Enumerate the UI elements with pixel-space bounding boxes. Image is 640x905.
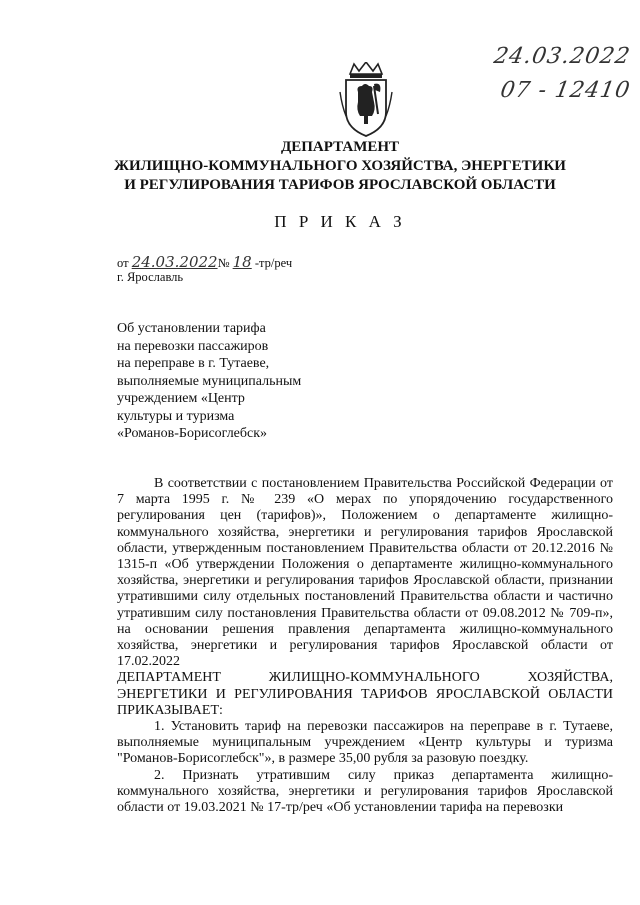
department-header: [80, 138, 600, 195]
order-number-sign: №: [217, 256, 230, 270]
coat-of-arms-icon: [338, 62, 394, 140]
subject-line: на переправе в г. Тутаеве,: [117, 356, 270, 371]
order-body: [117, 476, 613, 816]
preamble-paragraph: В соответствии с постановлением Правительства Российской Федерации от 7 марта 1995 г. № 239 «О мерах по упорядочению государственного регулирования цен (тарифов)», Положением о департаменте жилищно-коммунального хозяйства, энергетики и регулирования тарифов Ярославской области, утвержденным постановлением Правительства области от 20.12.2016 № 1315-п «Об утверждении Положения о департаменте жилищно-коммунального хозяйства, энергетики и регулирования тарифов Ярославской области, признании утратившими силу отдельных постановлений Правительства области и частично утратившим силу постановления Правительства области от 09.08.2012 № 709-п», на основании решения правления департамента жилищно-коммунального хозяйства, энергетики и регулирования тарифов Ярославской области от 17.02.2022: [117, 476, 613, 670]
order-date: 24.03.2022: [131, 253, 218, 271]
subject-line: учреждением «Центр: [117, 391, 245, 406]
orders-paragraph: ДЕПАРТАМЕНТ ЖИЛИЩНО-КОММУНАЛЬНОГО ХОЗЯЙСТВА, ЭНЕРГЕТИКИ И РЕГУЛИРОВАНИЯ ТАРИФОВ ЯРОСЛАВСКОЙ ОБЛАСТИ ПРИКАЗЫВАЕТ:: [117, 670, 613, 718]
department-line-2: ЖИЛИЩНО-КОММУНАЛЬНОГО ХОЗЯЙСТВА, ЭНЕРГЕТИКИ: [114, 158, 566, 174]
subject-line: Об установлении тарифа: [117, 321, 266, 336]
order-item-1: 1. Установить тариф на перевозки пассажиров на переправе в г. Тутаеве, выполняемые муниципальным учреждением «Центр культуры и туризма "Романов-Борисоглебск"», в размере 35,00 рубля за разовую поездку.: [117, 719, 613, 767]
order-title: П Р И К А З: [274, 212, 406, 231]
order-subject: [117, 320, 357, 443]
department-line-3: И РЕГУЛИРОВАНИЯ ТАРИФОВ ЯРОСЛАВСКОЙ ОБЛАСТИ: [124, 177, 556, 193]
order-prefix: от: [117, 256, 129, 270]
handwritten-number: 07 - 12410: [498, 78, 633, 103]
order-date-number: [117, 253, 292, 271]
order-item-2: 2. Признать утратившим силу приказ департамента жилищно-коммунального хозяйства, энергетики и регулирования тарифов Ярославской области от 19.03.2021 № 17-тр/реч «Об установлении тарифа на перевозки: [117, 767, 613, 816]
handwritten-registration: [470, 40, 633, 108]
order-suffix: -тр/реч: [254, 256, 293, 270]
handwritten-date: 24.03.2022: [491, 44, 633, 69]
subject-line: культуры и туризма: [117, 408, 235, 424]
order-city: г. Ярославль: [117, 270, 184, 284]
subject-line: на перевозки пассажиров: [117, 338, 269, 354]
subject-line: «Романов-Борисоглебск»: [117, 426, 268, 441]
order-number: 18: [232, 253, 252, 271]
department-line-1: ДЕПАРТАМЕНТ: [280, 139, 400, 155]
subject-line: выполняемые муниципальным: [117, 373, 302, 389]
